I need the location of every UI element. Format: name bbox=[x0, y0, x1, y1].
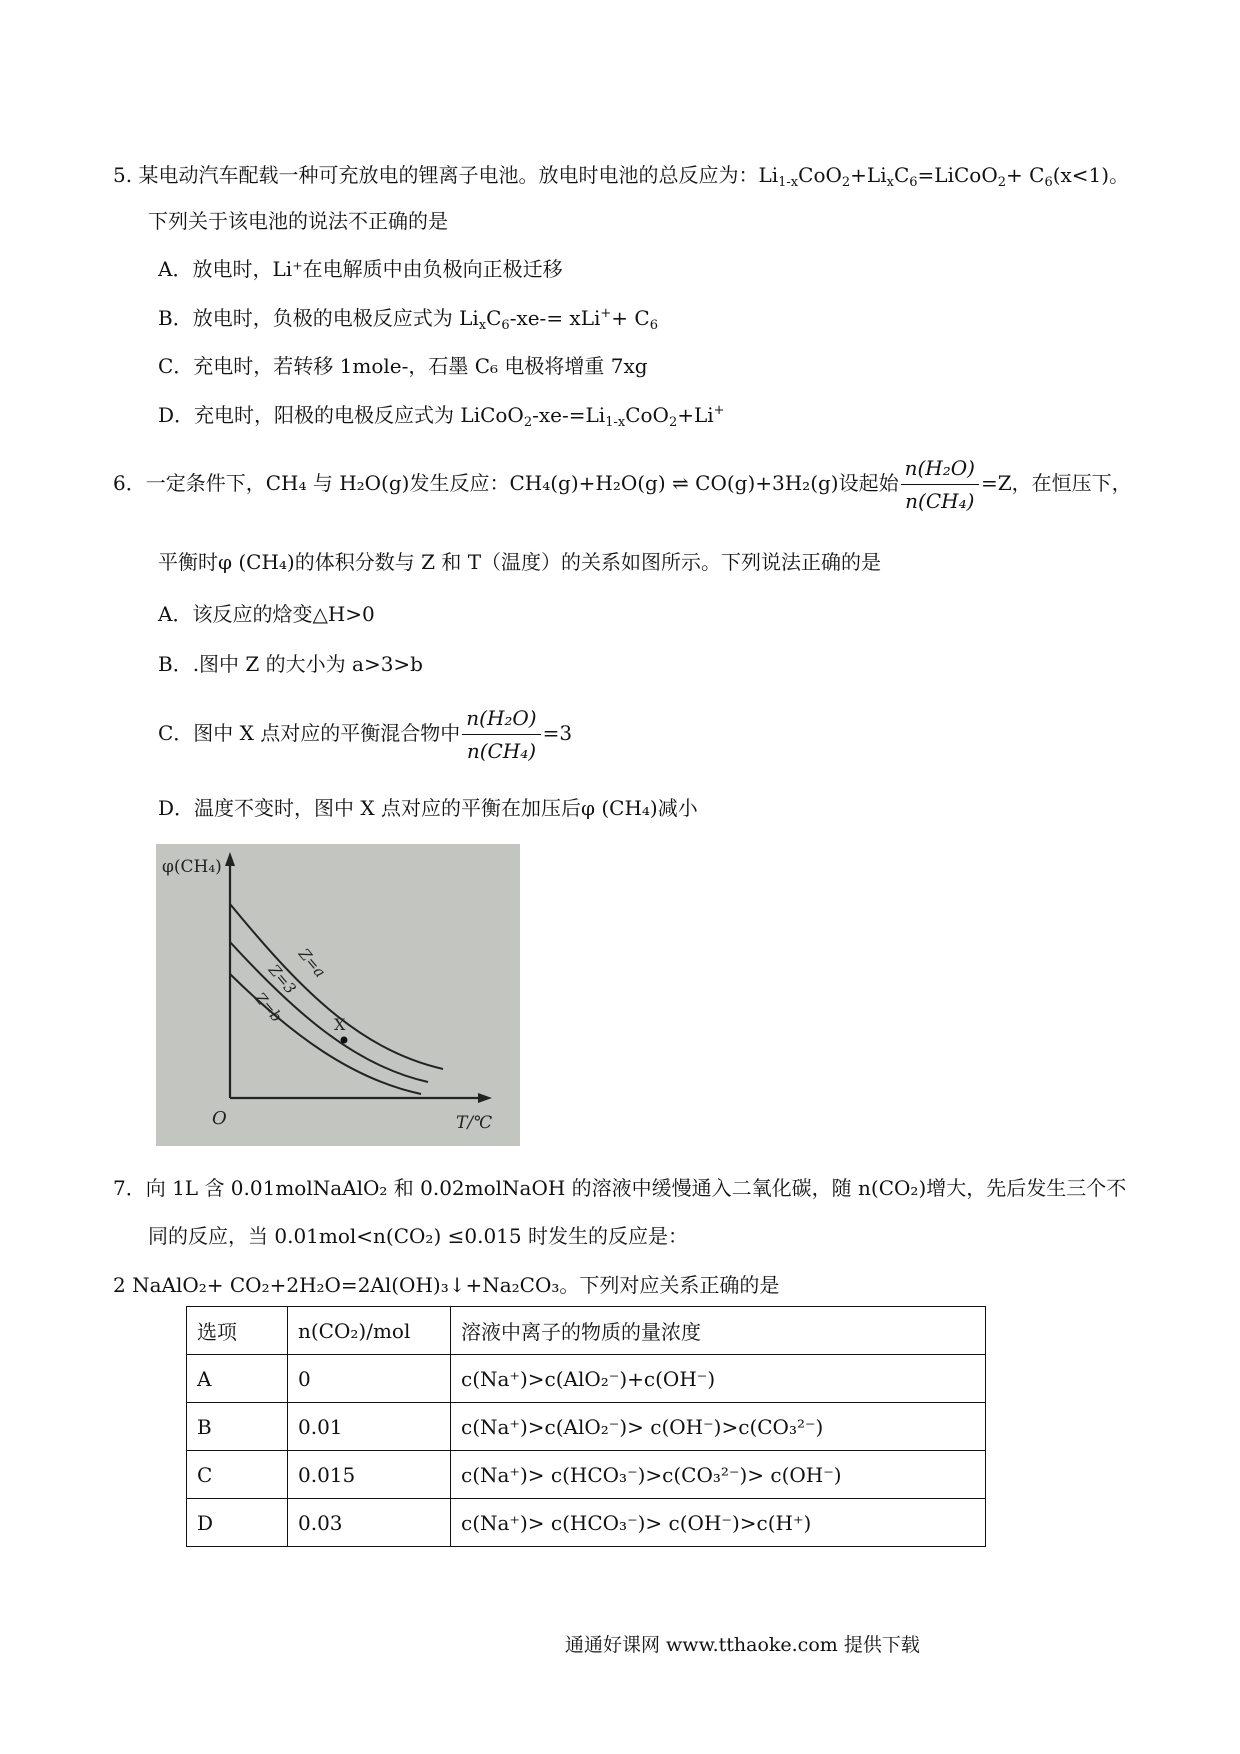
q5-intro: 5. 某电动汽车配载一种可充放电的锂离子电池。放电时电池的总反应为： bbox=[113, 163, 759, 187]
table-cell-concentration: c(Na⁺)>c(AlO₂⁻)> c(OH⁻)>c(CO₃²⁻) bbox=[451, 1403, 986, 1451]
table-row bbox=[187, 1403, 986, 1451]
table-header-row bbox=[187, 1307, 986, 1355]
table-cell-option: D bbox=[187, 1499, 288, 1547]
origin-label: O bbox=[212, 1108, 227, 1129]
table-cell-amount: 0 bbox=[288, 1355, 451, 1403]
equilibrium-arrow-icon: ⇌ bbox=[672, 471, 689, 495]
q6-stem-line2: 平衡时φ (CH₄)的体积分数与 Z 和 T（温度）的关系如图所示。下列说法正确的是 bbox=[158, 550, 882, 574]
table-cell-option: C bbox=[187, 1451, 288, 1499]
curve-label-z-a: Z=a bbox=[294, 945, 330, 982]
q6-ratio-fraction: $\frac{\text{n(H₂O)}}{\text{n(CH₄)}}$ bbox=[901, 455, 979, 514]
q6-option-b: B．.图中 Z 的大小为 a>3>b bbox=[158, 652, 423, 676]
q6-option-a: A．该反应的焓变△H>0 bbox=[158, 602, 375, 626]
table-row bbox=[187, 1451, 986, 1499]
q5-option-c: C．充电时，若转移 1mole-，石墨 C₆ 电极将增重 7xg bbox=[158, 354, 648, 378]
y-axis-label: φ(CH₄) bbox=[162, 857, 222, 877]
table-cell-amount: 0.015 bbox=[288, 1451, 451, 1499]
table-cell-concentration: c(Na⁺)>c(AlO₂⁻)+c(OH⁻) bbox=[451, 1355, 986, 1403]
curve-label-z-3: Z=3 bbox=[264, 961, 300, 998]
q5-equation: $Li_{1-x}CoO_2+Li_xC_6=LiCoO_2+ C_6(x<1)$。 bbox=[758, 163, 1130, 190]
table-header-cell: n(CO₂)/mol bbox=[288, 1307, 451, 1355]
q5-option-b: B．放电时，负极的电极反应式为 $Li_xC_6-xe-= xLi^++ C_6$ bbox=[158, 306, 658, 333]
table-header-cell: 选项 bbox=[187, 1307, 288, 1355]
x-axis-label: T/℃ bbox=[456, 1113, 493, 1133]
q7-options-table bbox=[186, 1306, 986, 1547]
q6-stem: 6．一定条件下，CH₄ 与 H₂O(g)发生反应：CH₄(g)+H₂O(g) ⇌ CO(g)+3H₂(g)设起始 $\frac{\text{n(H₂O)}}{\text{n(CH₄)}}$ =Z，在恒压下， bbox=[113, 456, 1132, 513]
table-cell-concentration: c(Na⁺)> c(HCO₃⁻)> c(OH⁻)>c(H⁺) bbox=[451, 1499, 986, 1547]
q7-stem-line3: 2 NaAlO₂+ CO₂+2H₂O=2Al(OH)₃↓+Na₂CO₃。下列对应关系正确的是 bbox=[113, 1273, 780, 1297]
curve-label-z-b: Z=b bbox=[250, 989, 286, 1026]
point-x-marker bbox=[341, 1037, 348, 1044]
q5-option-d-equation: $LiCoO_2-xe-=Li_{1-x}CoO_2+Li^+$ bbox=[460, 403, 725, 430]
table-row bbox=[187, 1355, 986, 1403]
q6-option-c-fraction: $\frac{\text{n(H₂O)}}{\text{n(CH₄)}}$ bbox=[462, 705, 540, 764]
table-cell-concentration: c(Na⁺)> c(HCO₃⁻)>c(CO₃²⁻)> c(OH⁻) bbox=[451, 1451, 986, 1499]
table-header-cell: 溶液中离子的物质的量浓度 bbox=[451, 1307, 986, 1355]
q5-option-d: D．充电时，阳极的电极反应式为 $LiCoO_2-xe-=Li_{1-x}CoO_2+Li^+$ bbox=[158, 403, 725, 430]
q5-stem bbox=[113, 162, 1129, 188]
graph-background bbox=[156, 844, 520, 1146]
table-cell-option: B bbox=[187, 1403, 288, 1451]
footer-source-note: 通通好课网 www.tthaoke.com 提供下载 bbox=[565, 1634, 920, 1656]
phi-ch4-temperature-graph bbox=[156, 844, 520, 1146]
table-row bbox=[187, 1499, 986, 1547]
q6-option-c: C．图中 X 点对应的平衡混合物中 $\frac{\text{n(H₂O)}}{\text{n(CH₄)}}$ =3 bbox=[158, 706, 573, 763]
table-cell-amount: 0.01 bbox=[288, 1403, 451, 1451]
q5-option-b-equation: $Li_xC_6-xe-= xLi^++ C_6$ bbox=[459, 306, 658, 333]
q7-stem-line1: 7．向 1L 含 0.01molNaAlO₂ 和 0.02molNaOH 的溶液中缓慢通入二氧化碳，随 n(CO₂)增大，先后发生三个不 bbox=[113, 1176, 1127, 1200]
graph-svg bbox=[156, 844, 520, 1146]
q7-stem-line2: 同的反应，当 0.01mol<n(CO₂) ≤0.015 时发生的反应是： bbox=[148, 1224, 688, 1248]
q5-option-a: A．放电时，Li⁺在电解质中由负极向正极迁移 bbox=[158, 257, 563, 281]
q5-prompt: 下列关于该电池的说法不正确的是 bbox=[148, 209, 448, 233]
table-cell-amount: 0.03 bbox=[288, 1499, 451, 1547]
point-x-label: X bbox=[334, 1015, 346, 1034]
q6-option-d: D．温度不变时，图中 X 点对应的平衡在加压后φ (CH₄)减小 bbox=[158, 796, 698, 820]
table-cell-option: A bbox=[187, 1355, 288, 1403]
